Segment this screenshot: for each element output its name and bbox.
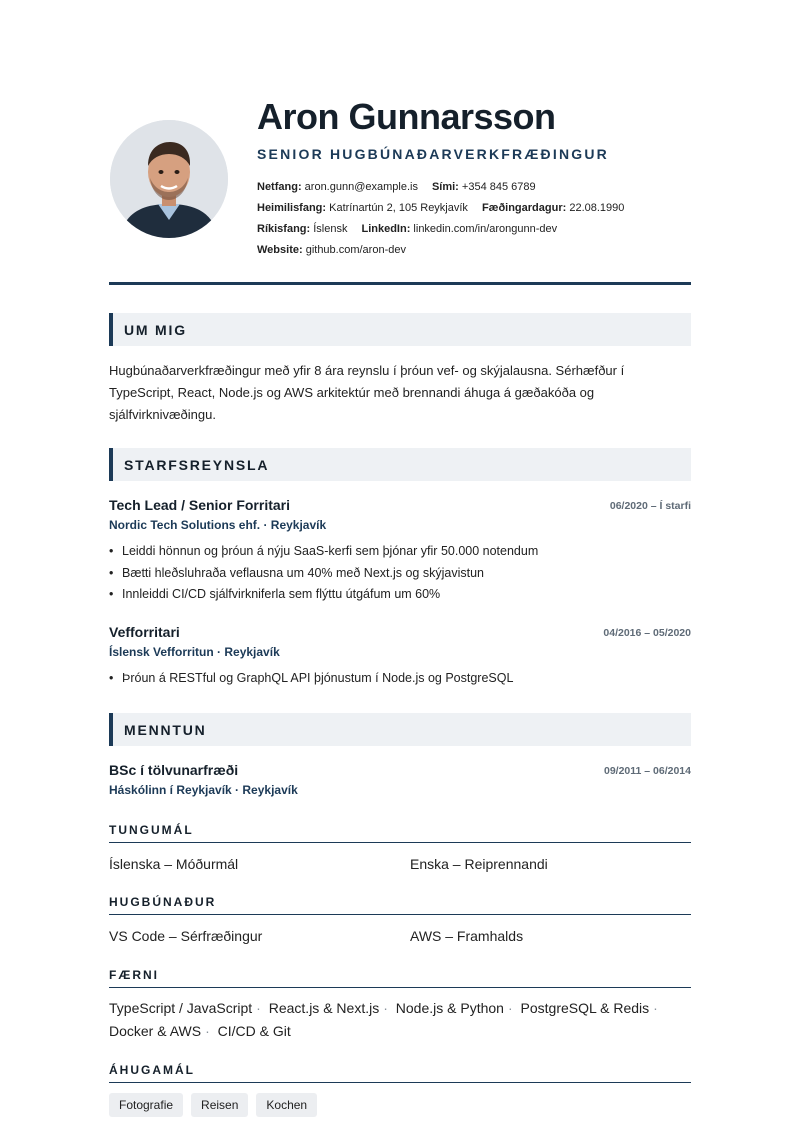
section-experience-title: STARFSREYNSLA (124, 457, 270, 473)
skill-separator: · (256, 1000, 261, 1016)
interest-tag: Reisen (191, 1093, 248, 1117)
contact-value: github.com/aron-dev (302, 244, 406, 256)
language-2: Enska – Reiprennandi (410, 856, 548, 872)
contact-value: +354 845 6789 (458, 181, 536, 193)
job-2-bullets (109, 668, 513, 690)
contact-row (257, 222, 638, 243)
contact-value: linkedin.com/in/arongunn-dev (410, 223, 558, 235)
contact-value: Íslensk (310, 223, 348, 235)
software-2: AWS – Framhalds (410, 928, 524, 944)
contact-row (257, 180, 638, 201)
contact-label: Netfang: (257, 181, 302, 193)
skill-item: TypeScript / JavaScript (109, 1000, 253, 1016)
section-interests: ÁHUGAMÁL (109, 1063, 691, 1083)
skills-list (109, 997, 679, 1043)
interests-tags (109, 1093, 317, 1117)
section-about (109, 313, 691, 346)
contact-label: Heimilisfang: (257, 202, 327, 214)
profile-photo (110, 120, 228, 238)
skill-item: PostgreSQL & Redis (520, 1000, 650, 1016)
section-education-title: MENNTUN (124, 722, 207, 738)
skill-item: React.js & Next.js (268, 1000, 380, 1016)
header-divider (109, 282, 691, 285)
interest-tag: Kochen (256, 1093, 317, 1117)
contact-label: Ríkisfang: (257, 223, 311, 235)
skill-separator: · (383, 1000, 388, 1016)
section-about-title: UM MIG (124, 322, 187, 338)
education-1-school: Háskólinn í Reykjavík · Reykjavík (109, 783, 298, 797)
contact-item (257, 222, 347, 236)
software-1: VS Code – Sérfræðingur (109, 928, 263, 944)
contact-item (482, 201, 624, 215)
list-item: • Innleiddi CI/CD sjálfvirkniferla sem flýttu útgáfum um 60% (109, 584, 538, 606)
interest-tag: Fotografie (109, 1093, 183, 1117)
contact-item (257, 243, 406, 257)
education-1-degree: BSc í tölvunarfræði (109, 762, 239, 778)
contact-info (257, 180, 638, 264)
contact-item (361, 222, 557, 236)
contact-label: Sími: (431, 181, 459, 193)
profile-photo-avatar-icon (110, 120, 228, 238)
section-experience (109, 448, 691, 481)
skill-separator: · (507, 1000, 513, 1016)
section-languages: TUNGUMÁL (109, 823, 691, 843)
job-1-bullets (109, 541, 538, 606)
section-skills: FÆRNI (109, 968, 691, 988)
contact-row (257, 201, 638, 222)
job-2-date: 04/2016 – 05/2020 (603, 627, 691, 639)
section-software: HUGBÚNAÐUR (109, 895, 691, 915)
contact-label: Fæðingardagur: (481, 202, 567, 214)
contact-label: Website: (257, 244, 303, 256)
contact-label: LinkedIn: (361, 223, 411, 235)
contact-value: aron.gunn@example.is (301, 181, 418, 193)
education-1-date: 09/2011 – 06/2014 (603, 765, 691, 777)
contact-item (257, 201, 468, 215)
job-2-title: Vefforritari (109, 624, 180, 640)
list-item: • Leiddi hönnun og þróun á nýju SaaS-kerfi sem þjónar yfir 50.000 notendum (109, 541, 538, 563)
contact-value: 22.08.1990 (566, 202, 625, 214)
job-1-company: Nordic Tech Solutions ehf. · Reykjavík (109, 518, 327, 532)
skill-item: Node.js & Python (395, 1000, 504, 1016)
skill-item: CI/CD & Git (217, 1023, 291, 1039)
skill-separator: · (205, 1023, 210, 1039)
candidate-name: Aron Gunnarsson (257, 96, 556, 137)
list-item: • Þróun á RESTful og GraphQL API þjónustum í Node.js og PostgreSQL (109, 668, 513, 690)
about-text: Hugbúnaðarverkfræðingur með yfir 8 ára reynslu í þróun vef- og skýjalausna. Sérhæfður í TypeScript, React, Node.js og AWS arkitektúr með brennandi áhuga á gæðakóða og sjálfvirknivæðingu. (109, 363, 625, 422)
contact-item (432, 180, 536, 194)
contact-item (257, 180, 418, 194)
list-item: • Bætti hleðsluhraða veflausna um 40% með Next.js og skýjavistun (109, 563, 538, 585)
job-2-company: Íslensk Vefforritun · Reykjavík (109, 645, 280, 659)
language-1: Íslenska – Móðurmál (109, 856, 239, 872)
job-1-title: Tech Lead / Senior Forritari (109, 497, 291, 513)
job-1-date: 06/2020 – Í starfi (609, 500, 691, 512)
skill-item: Docker & AWS (109, 1023, 202, 1039)
section-education (109, 713, 691, 746)
job-title-headline: SENIOR HUGBÚNAÐARVERKFRÆÐINGUR (257, 146, 609, 162)
skill-separator: · (653, 1000, 658, 1016)
contact-value: Katrínartún 2, 105 Reykjavík (326, 202, 468, 214)
contact-row (257, 243, 638, 264)
